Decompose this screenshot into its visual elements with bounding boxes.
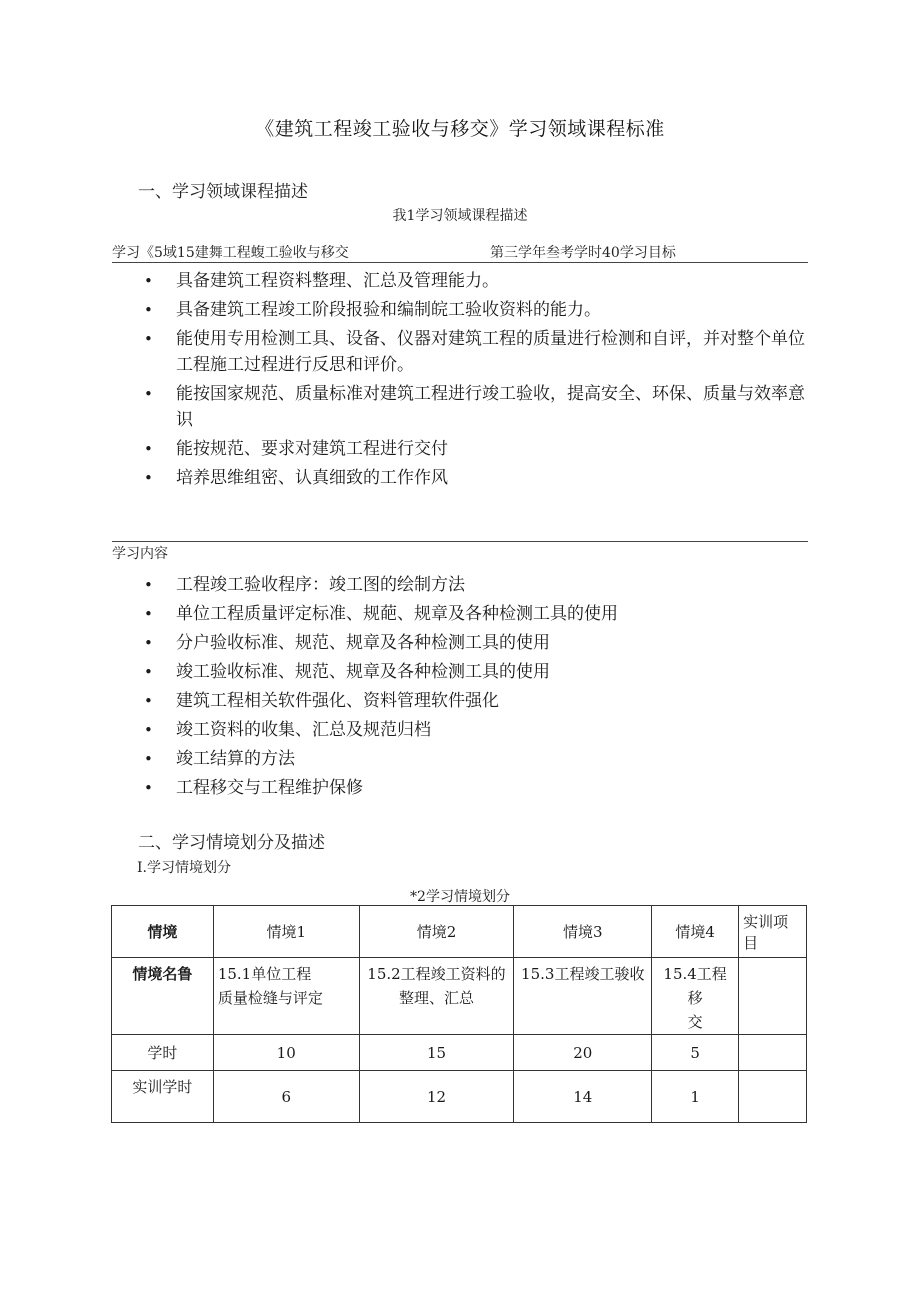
table-cell: 10 [213, 1035, 359, 1071]
table-cell: 15.2工程竣工资料的 整理、汇总 [359, 958, 514, 1035]
table-cell: 15.4工程移 交 [652, 958, 739, 1035]
table-1-caption: 我1学习领域课程描述 [392, 208, 528, 224]
table-cell: 15.1单位工程 质量检缝与评定 [213, 958, 359, 1035]
list-item: • 竣工结算的方法 [142, 746, 812, 772]
section-1-heading: 一、学习领域课程描述 [138, 182, 308, 202]
learning-content-list [142, 572, 812, 804]
bullet-icon: • [144, 605, 153, 623]
table-row [112, 958, 807, 1035]
bullet-icon: • [144, 750, 153, 768]
table-cell [739, 1035, 807, 1071]
divider [112, 541, 808, 542]
table-cell: 15 [359, 1035, 514, 1071]
learning-content-label: 学习内容 [112, 546, 168, 562]
table-cell: 12 [359, 1071, 514, 1123]
table-cell: 1 [652, 1071, 739, 1123]
list-item: • 分户验收标准、规范、规章及各种检测工具的使用 [142, 630, 812, 656]
table-cell: 5 [652, 1035, 739, 1071]
row-label-cell: 实训学时 [112, 1071, 214, 1123]
row-label-cell: 情境名鲁 [112, 958, 214, 1035]
list-item: • 竣工资料的收集、汇总及规范归档 [142, 717, 812, 743]
table-cell: 15.3工程竣工骏收 [514, 958, 652, 1035]
list-item: • 具备建筑工程竣工阶段报验和编制皖工验收资料的能力。 [142, 297, 812, 323]
bullet-icon: • [144, 576, 153, 594]
list-item: • 建筑工程相关软件强化、资料管理软件强化 [142, 688, 812, 714]
list-item: • 工程移交与工程维护保修 [142, 775, 812, 801]
list-item: • 具备建筑工程资料整理、汇总及管理能力。 [142, 268, 812, 294]
bullet-icon: • [144, 440, 153, 458]
table-2-caption: *2学习情境划分 [410, 889, 510, 905]
table-header-row [112, 906, 807, 958]
bullet-icon: • [144, 272, 153, 290]
bullet-icon: • [144, 301, 153, 319]
list-item: • 能按国家规范、质量标准对建筑工程进行竣工验收，提高安全、环保、质量与效率意识 [142, 381, 812, 433]
header-cell: 实训项目 [739, 906, 807, 958]
header-cell: 情境 [112, 906, 214, 958]
bullet-icon: • [144, 385, 153, 403]
course-info-row [112, 242, 808, 263]
header-cell: 情境3 [514, 906, 652, 958]
section-2-subheading: I.学习情境划分 [137, 860, 231, 876]
row-label-cell: 学时 [112, 1035, 214, 1071]
table-row [112, 1071, 807, 1123]
course-info-right: 第三学年叁考学时40学习目标 [490, 245, 676, 261]
list-item: • 竣工验收标准、规范、规章及各种检测工具的使用 [142, 659, 812, 685]
header-cell: 情境2 [359, 906, 514, 958]
bullet-icon: • [144, 779, 153, 797]
table-cell: 14 [514, 1071, 652, 1123]
bullet-icon: • [144, 634, 153, 652]
document-title: 《建筑工程竣工验收与移交》学习领域课程标准 [255, 118, 665, 140]
list-item: • 单位工程质量评定标准、规葩、规章及各种检测工具的使用 [142, 601, 812, 627]
scenario-table [111, 905, 807, 1123]
list-item: • 培养思维组密、认真细致的工作作风 [142, 465, 812, 491]
bullet-icon: • [144, 721, 153, 739]
table-cell: 6 [213, 1071, 359, 1123]
course-info-left: 学习《5域15建舞工程蝮工验收与移交 [112, 245, 349, 261]
table-cell [739, 958, 807, 1035]
table-row [112, 1035, 807, 1071]
header-cell: 情境4 [652, 906, 739, 958]
list-item: • 工程竣工验收程序：竣工图的绘制方法 [142, 572, 812, 598]
bullet-icon: • [144, 330, 153, 348]
header-cell: 情境1 [213, 906, 359, 958]
bullet-icon: • [144, 692, 153, 710]
learning-objectives-list [142, 268, 812, 494]
bullet-icon: • [144, 663, 153, 681]
table-cell: 20 [514, 1035, 652, 1071]
list-item: • 能使用专用检测工具、设备、仪器对建筑工程的质量进行检测和自评，并对整个单位工程施工过程进行反思和评价。 [142, 326, 812, 378]
bullet-icon: • [144, 469, 153, 487]
section-2-heading: 二、学习情境划分及描述 [138, 833, 325, 853]
list-item: • 能按规范、要求对建筑工程进行交付 [142, 436, 812, 462]
table-cell [739, 1071, 807, 1123]
